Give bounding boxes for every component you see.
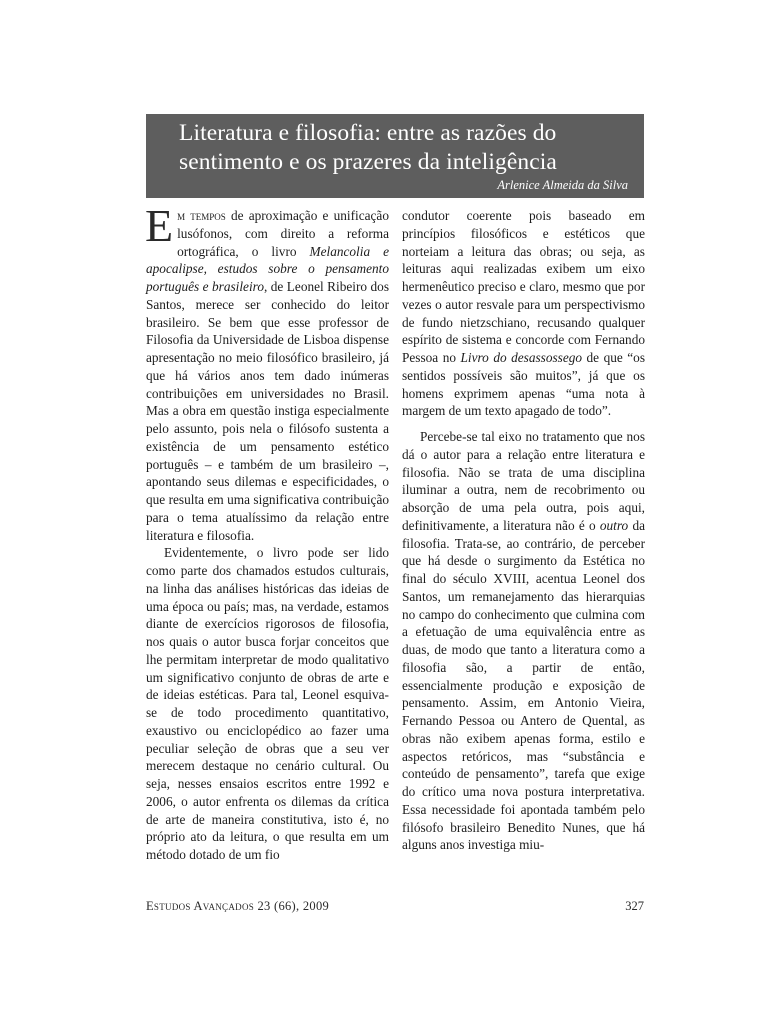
paragraph-text: , de Leonel Ribeiro dos Santos, merece ser conhecido do leitor brasileiro. Se bem que esse professor de Filosofia da Universidade de Lisboa dispense apresentação no meio filosófico brasileiro, já que há vários anos tem dado inúmeras contribuições em universidades no Brasil. Mas a obra em questão instiga especialmente pelo assunto, pois nela o filósofo sustenta a existência de um pensamento estético português – e também de um brasileiro –, apontando seus dilemas e especificidades, o que resulta em uma significativa contribuição para o tema atualíssimo da relação entre literatura e filosofia. <box>146 279 389 543</box>
paragraph-text: de aproximação e unificação lusófonos, com direito a reforma ortográfica, o livro <box>177 208 389 259</box>
paragraph-text: da filosofia. Trata-se, ao contrário, de perceber que há desde o surgimento da Estética no final do século XVIII, acentua Leonel dos Santos, um remanejamento das hierarquias no campo do conhecimento que culmina com a efetuação de uma equivalência entre as duas, de modo que tanto a literatura como a filosofia são, a partir de então, essencialmente produção e exposição de pensamento. Assim, em Antonio Vieira, Fernando Pessoa ou Antero de Quental, as obras não exibem apenas forma, estilo e aspectos retóricos, mas “substância e conteúdo de pensamento”, tarefa que exige do crítico uma nova postura interpretativa. Essa necessidade foi apontada também pelo filósofo brasileiro Benedito Nunes, que há alguns anos investiga miu- <box>402 517 645 853</box>
article-title-line-2: sentimento e os prazeres da inteligência <box>179 149 557 175</box>
author-byline: Arlenice Almeida da Silva <box>497 178 628 192</box>
book-title: Melancolia e apocalipse, estudos sobre o pensamento português e brasileiro <box>146 243 389 294</box>
text-column-right <box>402 207 645 854</box>
text-column-left <box>145 200 389 864</box>
book-title: Livro do desassossego <box>460 350 583 365</box>
paragraph <box>145 200 389 544</box>
page-number: 327 <box>625 899 644 913</box>
paragraph-text: condutor coerente pois baseado em princípios filosóficos e estéticos que norteiam a leitura das obras; ou seja, as leituras aqui realizadas exibem um eixo hermenêutico preciso e claro, mesmo que por vezes o autor resvale para um perspectivismo de fundo nietzschiano, recusando qualquer espírito de sistema e concorde com Fernando Pessoa no <box>402 208 645 365</box>
paragraph-text: Percebe-se tal eixo no tratamento que nos dá o autor para a relação entre literatura e filosofia. Não se trata de uma disciplina iluminar a outra, nem de recobrimento ou absorção de uma pela outra, pois aqui, definitivamente, a literatura não é o <box>402 429 645 533</box>
article-title-line-1: Literatura e filosofia: entre as razões do <box>179 120 557 146</box>
paragraph: Evidentemente, o livro pode ser lido como parte dos chamados estudos culturais, na linha das análises históricas das ideias de uma época ou país; mas, na verdade, estamos diante de exercícios rigorosos de filosofia, nos quais o autor busca forjar conceitos que lhe permitam interpretar de modo qualitativo um significativo conjunto de obras de arte e de ideias estéticas. Para tal, Leonel esquiva-se de todo procedimento quantitativo, exaustivo ou enciclopédico ao fazer uma peculiar seleção de obras que a seu ver merecem destaque no cenário cultural. Ou seja, nesses ensaios escritos entre 1992 e 2006, o autor enfrenta os dilemas da crítica de arte de maneira constitutiva, isto é, no próprio ato da leitura, o que resulta em um método dotado de um fio <box>146 545 389 862</box>
journal-citation: Estudos Avançados 23 (66), 2009 <box>146 899 330 913</box>
lead-in-small-caps: m tempos <box>177 208 226 223</box>
emphasis: outro <box>599 517 629 533</box>
drop-cap: E <box>145 200 174 251</box>
article-title-band <box>146 114 644 198</box>
paragraph <box>402 428 645 854</box>
paragraph-text: de que “os sentidos possíveis são muitos”, já que os homens exprimem apenas “uma nota à margem de um texto apagado de todo”. <box>402 350 645 419</box>
paragraph <box>402 207 645 420</box>
page-footer <box>146 899 644 914</box>
